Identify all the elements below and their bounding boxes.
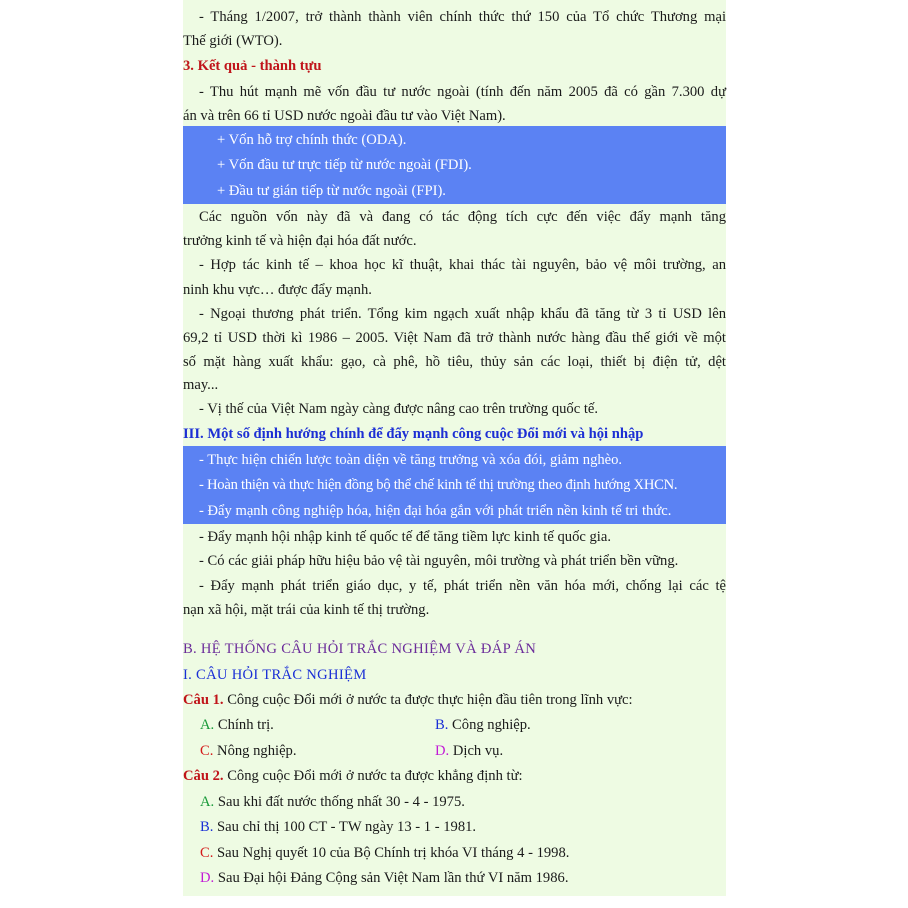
text-line: - Ngoại thương phát triển. Tổng kim ngạch xuất nhập khẩu đã tăng từ 3 tỉ USD lên [199, 306, 726, 322]
text-line: nạn xã hội, mặt trái của kinh tế thị trường. [183, 602, 430, 618]
answer-a: A. Sau khi đất nước thống nhất 30 - 4 - 1975. [200, 794, 465, 810]
answer-c: C. Nông nghiệp. [200, 743, 297, 759]
highlight-line: - Đẩy mạnh công nghiệp hóa, hiện đại hóa gắn với phát triển nền kinh tế tri thức. [199, 503, 672, 519]
text-line: - Vị thế của Việt Nam ngày càng được nâng cao trên trường quốc tế. [199, 401, 599, 417]
answer-row [183, 715, 726, 735]
text-line: - Hợp tác kinh tế – khoa học kĩ thuật, khai thác tài nguyên, bảo vệ môi trường, an [199, 257, 726, 273]
answer-b: B. Công nghiệp. [435, 717, 531, 733]
question-label: Câu 1. [183, 692, 224, 708]
highlight-line: - Hoàn thiện và thực hiện đồng bộ thể chế kinh tế thị trường theo định hướng XHCN. [199, 477, 678, 493]
text-line: may... [183, 377, 219, 393]
text-line: - Đẩy mạnh phát triển giáo dục, y tế, phát triển nền văn hóa mới, chống lại các tệ [199, 578, 726, 594]
question-label: Câu 2. [183, 768, 224, 784]
section-heading: 3. Kết quả - thành tựu [183, 58, 322, 74]
highlight-line: - Thực hiện chiến lược toàn diện về tăng trưởng và xóa đói, giảm nghèo. [199, 452, 623, 468]
section-heading: III. Một số định hướng chính để đẩy mạnh công cuộc Đổi mới và hội nhập [183, 426, 644, 442]
highlight-line: + Đầu tư gián tiếp từ nước ngoài (FPI). [217, 183, 446, 199]
answer-row [183, 741, 726, 761]
text-line: - Có các giải pháp hữu hiệu bảo vệ tài nguyên, môi trường và phát triển bền vững. [199, 553, 679, 569]
text-line: 69,2 tỉ USD thời kì 1986 – 2005. Việt Nam đã trở thành nước hàng đầu thế giới về một [183, 330, 726, 346]
text-line: trưởng kinh tế và hiện đại hóa đất nước. [183, 233, 417, 249]
text-line: - Tháng 1/2007, trở thành thành viên chính thức thứ 150 của Tổ chức Thương mại [199, 9, 726, 25]
part-heading: B. HỆ THỐNG CÂU HỎI TRẮC NGHIỆM VÀ ĐÁP ÁN [183, 641, 537, 657]
text-line: ninh khu vực… được đẩy mạnh. [183, 282, 372, 298]
answer-b: B. Sau chỉ thị 100 CT - TW ngày 13 - 1 - 1981. [200, 819, 477, 835]
answer-a: A. Chính trị. [200, 717, 274, 733]
question-2 [183, 766, 726, 786]
question-1 [183, 690, 726, 710]
text-line: - Thu hút mạnh mẽ vốn đầu tư nước ngoài (tính đến năm 2005 đã có gần 7.300 dự [199, 84, 726, 100]
text-line: số mặt hàng xuất khẩu: gạo, cà phê, hồ tiêu, thủy sản các loại, thiết bị điện tử, dệt [183, 354, 726, 370]
question-text: Công cuộc Đổi mới ở nước ta được thực hiện đầu tiên trong lĩnh vực: [223, 692, 633, 708]
highlight-line: + Vốn hỗ trợ chính thức (ODA). [217, 132, 407, 148]
part-heading: I. CÂU HỎI TRẮC NGHIỆM [183, 667, 367, 683]
text-line: Thế giới (WTO). [183, 33, 283, 49]
answer-d: D. Sau Đại hội Đảng Cộng sản Việt Nam lần thứ VI năm 1986. [200, 870, 569, 886]
answer-c: C. Sau Nghị quyết 10 của Bộ Chính trị khóa VI tháng 4 - 1998. [200, 845, 570, 861]
text-line: - Đẩy mạnh hội nhập kinh tế quốc tế để tăng tiềm lực kinh tế quốc gia. [199, 529, 611, 545]
text-line: án và trên 66 tỉ USD nước ngoài đầu tư vào Việt Nam). [183, 108, 506, 124]
question-text: Công cuộc Đổi mới ở nước ta được khẳng định từ: [223, 768, 523, 784]
highlight-line: + Vốn đầu tư trực tiếp từ nước ngoài (FDI). [217, 157, 472, 173]
text-line: Các nguồn vốn này đã và đang có tác động tích cực đến việc đẩy mạnh tăng [199, 209, 726, 225]
answer-d: D. Dịch vụ. [435, 743, 504, 759]
